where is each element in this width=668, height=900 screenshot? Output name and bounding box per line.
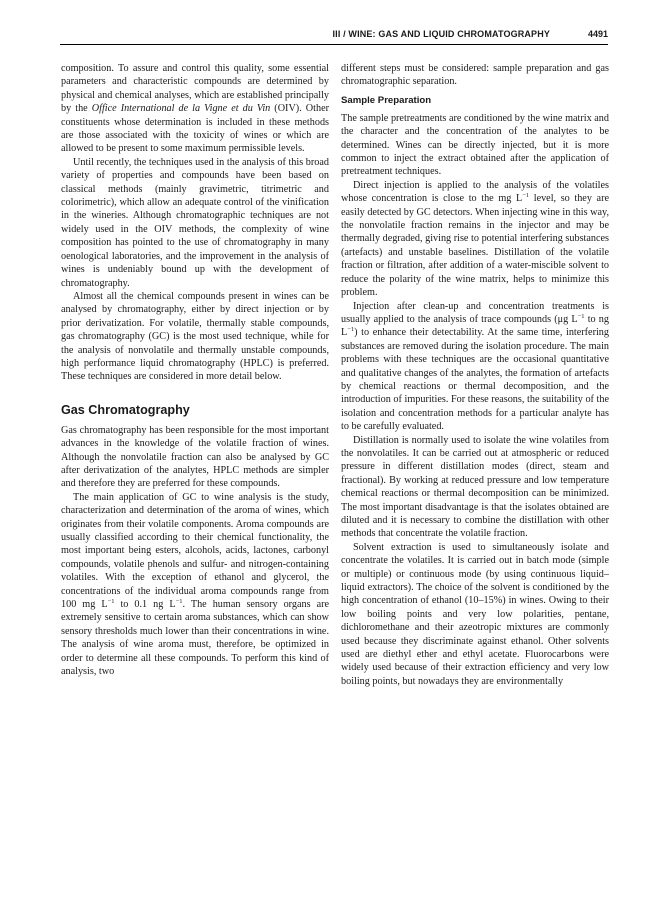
header-rule	[60, 44, 608, 45]
paragraph: Distillation is normally used to isolate the wine volatiles from the nonvolatiles. It can be carried out at atmospheric or reduced pressure in different distillation modes (direct, steam and fractional). By working at reduced pressure and low temperature chemical reactions or thermal decomposition can be minimized. The most important disadvantage is that the isolates obtained are diluted and it is necessary to combine the distillation with other methods that concentrate the volatile fraction.	[341, 434, 609, 540]
paragraph	[61, 62, 329, 156]
text-run: to 0.1 ng L	[114, 599, 176, 611]
paragraph	[341, 179, 609, 300]
paragraph	[341, 300, 609, 434]
italic-text-run: Office International de la Vigne et du Vin	[91, 103, 271, 115]
superscript: −1	[107, 598, 115, 606]
paragraph: different steps must be considered: sample preparation and gas chromatographic separation.	[341, 63, 609, 88]
superscript: −1	[577, 312, 585, 320]
paragraph	[61, 491, 329, 679]
text-run: ) to enhance their detectability. At the same time, interfering substances are removed during the isolation procedure. The main problems with these techniques are the occasional quantitative and qualitative changes of the analytes, the formation of artefacts by chemical reactions or thermal decomposition, and the introduction of impurities. For these reasons, the suitability of the isolation and concentration methods for a particular analyte has to be carefully evaluated.	[341, 327, 609, 433]
section-heading: Gas Chromatography	[61, 402, 190, 417]
paragraph: Solvent extraction is used to simultaneously isolate and concentrate the volatiles. It is carried out in batch mode (simple or multiple) or continuous mode (by using continuous liquid–liquid extractors). The choice of the solvent is conditioned by the high concentration of ethanol (10–15%) in wines. Owing to their low boiling points and very low polarities, pentane, dichloromethane and their azeotropic mixtures are commonly used because they discriminate against ethanol. Other solvents used are diethyl ether and ethyl acetate. Fluorocarbons were widely used because of their extraction efficiency and very low boiling points, but nowadays they are environmentally	[341, 541, 609, 687]
page-number: 4491	[587, 29, 608, 39]
superscript: −1	[175, 598, 183, 606]
superscript: −1	[522, 192, 530, 200]
text-run: The main application of GC to wine analysis is the study, characterization and determination of the aroma of wines, which originates from their volatile components. Aroma compounds are usually classified according to their chemical functionality, the most important being esters, alcohols, acids, lactones, carbonyl compounds, volatile phenols and sulfur- and nitrogen-containing volatiles. With the exception of ethanol and glycerol, the concentrations of the individual aroma compounds range from 100 mg L	[61, 491, 329, 611]
text-run: to ng L	[341, 313, 609, 339]
paragraph: Almost all the chemical compounds present in wines can be analysed by chromatography, either by direct injection or by prior derivatization. For volatile, thermally stable compounds, gas chromatography (GC) is the most used technique, while for the analysis of nonvolatile and thermally unstable compounds, high performance liquid chromatography (HPLC) is preferred. These techniques are considered in more detail below.	[61, 290, 329, 383]
text-run: (OIV). Other constituents whose determination is included in these methods are those associated with the toxicity of wines or which are allowed to be present to some maximum permissible levels.	[61, 103, 329, 155]
running-head: III / WINE: GAS AND LIQUID CHROMATOGRAPHY	[332, 29, 550, 39]
text-run: . The human sensory organs are extremely sensitive to certain aroma substances, which can show sensory thresholds much lower than their concentrations in wine. The analysis of wine aroma must, therefore, be optimized in order to determine all these compounds. To perform this kind of analysis, two	[61, 599, 329, 678]
left-column	[61, 62, 329, 862]
page-header	[60, 29, 608, 47]
superscript: −1	[347, 326, 355, 334]
text-run: composition. To assure and control this quality, some essential parameters and characteristic compounds are determined by physical and chemical analyses, which are established principally by the	[61, 63, 329, 115]
right-column	[341, 62, 609, 862]
text-run: Injection after clean-up and concentration treatments is usually applied to the analysis of trace compounds (μg L	[341, 300, 609, 325]
text-run: Direct injection is applied to the analysis of the volatiles whose concentration is close to the mg L	[341, 179, 609, 205]
paragraph: Until recently, the techniques used in the analysis of this broad variety of properties and compounds have been based on classical methods (mainly gravimetric, titrimetric and colorimetric), which allow an adequate control of the vinification in the wineries. Although chromatographic techniques are not widely used in the OIV methods, the complexity of wine composition has pointed to the use of chromatography in many oenological laboratories, and the improvement in the analysis of wines is undeniably bound up with the development of chromatography.	[61, 156, 329, 289]
paragraph: The sample pretreatments are conditioned by the wine matrix and the character and the concentration of the analytes to be determined. Wines can be directly injected, but it is more common to inject the extract obtained after the application of pretreatment techniques.	[341, 112, 609, 178]
subsection-heading: Sample Preparation	[341, 94, 432, 106]
text-run: level, so they are easily detected by GC detectors. When injecting wine in this way, the nonvolatile fraction remains in the injector and may be thermally degraded, giving rise to potential interfering substances (artefacts) and unstable baselines. Distillation of the volatile fraction or filtration, after addition of a water-miscible solvent to reduce the polarity of the wine matrix, helps to minimize this problem.	[341, 193, 609, 299]
paragraph: Gas chromatography has been responsible for the most important advances in the knowledge of the volatile fraction of wines. Although the nonvolatile fraction can also be analysed by GC after derivatization of the analytes, HPLC methods are simpler and therefore they are preferred for these compounds.	[61, 424, 329, 490]
